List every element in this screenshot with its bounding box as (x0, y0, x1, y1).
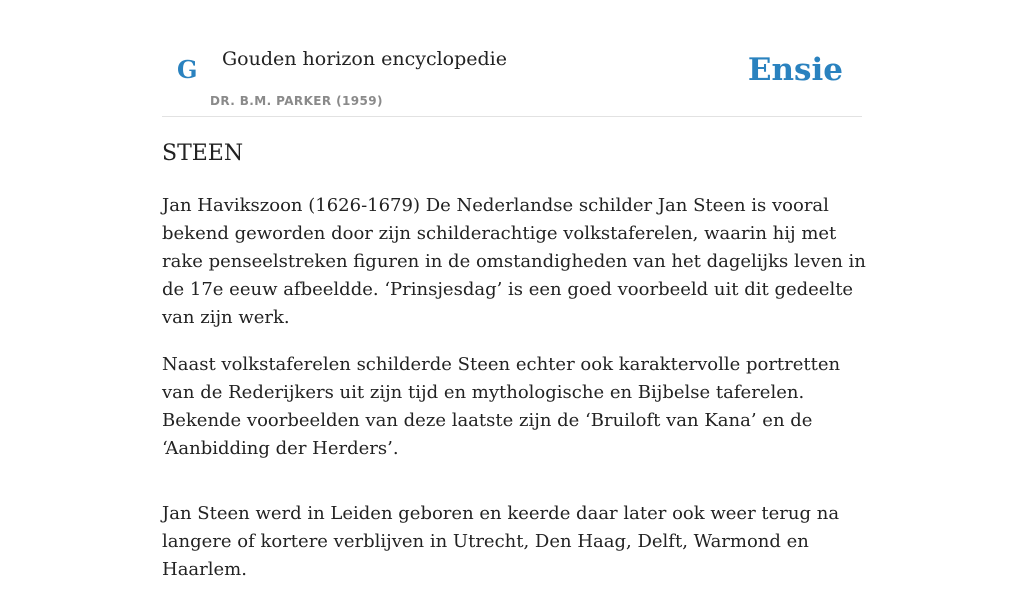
brand-logo[interactable]: Ensie (747, 52, 843, 88)
book-title-link[interactable]: Gouden horizon encyclopedie (222, 48, 507, 70)
book-author: DR. B.M. PARKER (1959) (210, 94, 383, 108)
entry-title: STEEN (162, 141, 244, 166)
entry-paragraph: Naast volkstaferelen schilderde Steen echter ook karaktervolle portretten van de Rederijkers uit zijn tijd en mythologische en Bijbelse taferelen. Bekende voorbeelden van deze laatste zijn de ‘Bruiloft van Kana’ en de ‘Aanbidding der Herders’. (162, 354, 841, 459)
entry-paragraph: Jan Havikszoon (1626-1679) De Nederlandse schilder Jan Steen is vooral bekend geworden door zijn schilderachtige volkstaferelen, waarin hij met rake penseelstreken figuren in de omstandigheden van het dagelijks leven in de 17e eeuw afbeeldde. ‘Prinsjesdag’ is een goed voorbeeld uit dit gedeelte van zijn werk. (162, 195, 866, 328)
book-header (162, 30, 862, 117)
entry-body (162, 192, 872, 603)
book-logo-icon[interactable]: G (177, 55, 198, 84)
entry-paragraph: Jan Steen werd in Leiden geboren en keerde daar later ook weer terug na langere of kortere verblijven in Utrecht, Den Haag, Delft, Warmond en Haarlem. (162, 503, 840, 580)
